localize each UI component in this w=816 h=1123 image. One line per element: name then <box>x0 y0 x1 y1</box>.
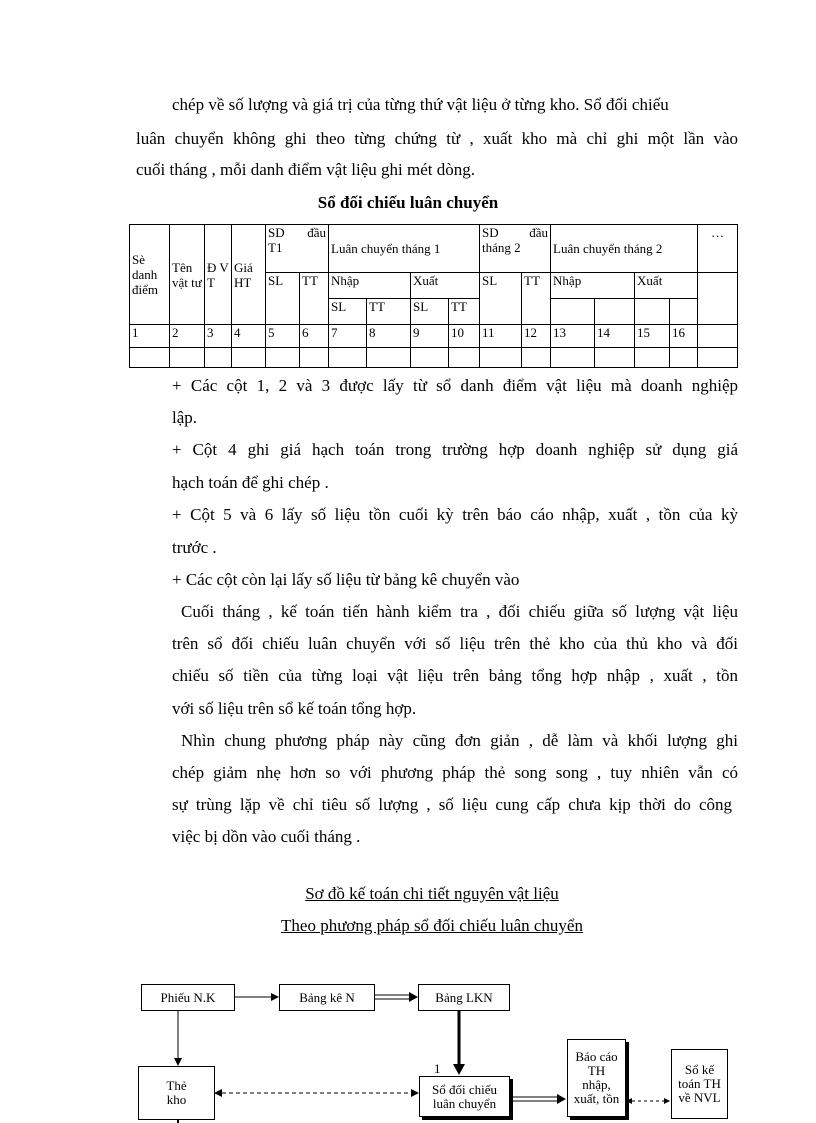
para2-line-3: chiếu số tiền của từng loại vật liệu trên bảng tổng hợp nhập , xuất , tồn <box>172 666 738 685</box>
cell-tt-t1: TT <box>300 273 329 325</box>
col-number: 3 <box>205 325 232 348</box>
col-number: 9 <box>411 325 449 348</box>
diagram-title-2: Theo phương pháp sổ đối chiếu luân chuyển <box>281 916 583 935</box>
para3-line-2: chép giảm nhẹ hơn so với phương pháp thẻ song song , tuy nhiên vẫn có <box>172 763 738 782</box>
cell-nhap-tt-t1: TT <box>367 299 411 325</box>
col-number: 13 <box>551 325 595 348</box>
cell-xuat-tt-t1: TT <box>449 299 480 325</box>
col-number: 2 <box>170 325 205 348</box>
cell-ellipsis: … <box>698 225 738 273</box>
note-3a: + Cột 5 và 6 lấy số liệu tồn cuối kỳ trên báo cáo nhập, xuất , tồn của kỳ <box>172 505 738 524</box>
col-number: 10 <box>449 325 480 348</box>
cell-nhap-sl-t1: SL <box>329 299 367 325</box>
intro-line-1: chép về số lượng và giá trị của từng thứ vật liệu ở từng kho. Sổ đối chiếu <box>172 95 669 114</box>
col-number: 11 <box>480 325 522 348</box>
col-number: 8 <box>367 325 411 348</box>
note-3b: trước . <box>172 538 217 557</box>
para3-line-4: việc bị dồn vào cuối tháng . <box>172 827 361 846</box>
intro-line-3: cuối tháng , mỗi danh điểm vật liệu ghi mét dòng. <box>136 160 475 179</box>
diagram-title-1: Sơ đồ kế toán chi tiết nguyên vật liệu <box>305 884 559 903</box>
note-2b: hạch toán để ghi chép . <box>172 473 329 492</box>
arrow-bangke-to-lkn <box>409 992 418 1002</box>
col-number: 5 <box>266 325 300 348</box>
para3-line-3: sự trùng lặp về chỉ tiêu số lượng , số liệu cung cấp chưa kịp thời do công <box>172 795 732 814</box>
cell-sd-dau-t2: SD đầu tháng 2 <box>480 225 551 273</box>
step-label: 1 <box>434 1061 441 1076</box>
box-bang-lkn: Bảng LKN <box>418 984 510 1011</box>
col-number: 7 <box>329 325 367 348</box>
cell-sd-dau-t1: SD đầu T1 <box>266 225 329 273</box>
col-number: 14 <box>595 325 635 348</box>
cell-nhap-t1: Nhập <box>329 273 411 299</box>
arrow-thekho-sodoichieu <box>411 1089 419 1097</box>
col-number: 15 <box>635 325 670 348</box>
para2-line-2: trên sổ đối chiếu luân chuyển với số liệu trên thẻ kho của thủ kho và đối <box>172 634 738 653</box>
note-1b: lập. <box>172 408 198 427</box>
para2-line-4: với số liệu trên sổ kế toán tổng hợp. <box>172 699 417 718</box>
cell-nhap-t2: Nhập <box>551 273 635 299</box>
box-bao-cao: Báo cáo TH nhập, xuất, tồn <box>567 1039 626 1117</box>
cell-gia-ht: Giá HT <box>232 225 266 325</box>
cell-tt-t2: TT <box>522 273 551 325</box>
cell-sl-t1: SL <box>266 273 300 325</box>
box-bang-ke-n: Bảng kê N <box>279 984 375 1011</box>
cell-xuat-t1: Xuất <box>411 273 480 299</box>
arrow-sodoichieu-to-baocao <box>557 1094 566 1104</box>
cell-xuat-t2: Xuất <box>635 273 698 299</box>
box-the-kho: Thẻ kho <box>138 1066 215 1120</box>
cell-dvt: Đ V T <box>205 225 232 325</box>
para2-line-1: Cuối tháng , kế toán tiến hành kiểm tra , đối chiếu giữa số lượng vật liệu <box>181 602 738 621</box>
cell-luan-chuyen-t1: Luân chuyển tháng 1 <box>329 225 480 273</box>
col-number: 6 <box>300 325 329 348</box>
cell-luan-chuyen-t2: Luân chuyển tháng 2 <box>551 225 698 273</box>
col-number: 16 <box>670 325 698 348</box>
box-so-doi-chieu: Sổ đối chiếu luân chuyển <box>419 1076 510 1117</box>
cell-xuat-sl-t1: SL <box>411 299 449 325</box>
col-number: 12 <box>522 325 551 348</box>
box-phieu-nk: Phiếu N.K <box>141 984 235 1011</box>
para3-line-1: Nhìn chung phương pháp này cũng đơn giản , dễ làm và khối lượng ghi <box>181 731 738 750</box>
box-so-ke-toan: Sổ kế toán TH về NVL <box>671 1049 728 1119</box>
cell-sl-t2: SL <box>480 273 522 325</box>
arrow-lkn-to-sodoichieu <box>453 1064 465 1075</box>
cell-danh-diem: Sè danh điểm <box>130 225 170 325</box>
note-4: + Các cột còn lại lấy số liệu từ bảng kê chuyển vào <box>172 570 520 589</box>
col-number: 4 <box>232 325 266 348</box>
table-title: Sổ đối chiếu luân chuyển <box>317 193 499 212</box>
col-number: 1 <box>130 325 170 348</box>
arrow-baocao-sokt <box>664 1098 670 1104</box>
note-2a: + Cột 4 ghi giá hạch toán trong trường hợp doanh nghiệp sử dụng giá <box>172 440 738 459</box>
note-1a: + Các cột 1, 2 và 3 được lấy từ sổ danh điểm vật liệu mà doanh nghiệp <box>172 376 738 395</box>
cell-ten-vat-tu: Tên vật tư <box>170 225 205 325</box>
intro-line-2: luân chuyển không ghi theo từng chứng từ , xuất kho mà chỉ ghi một lần vào <box>136 129 738 148</box>
